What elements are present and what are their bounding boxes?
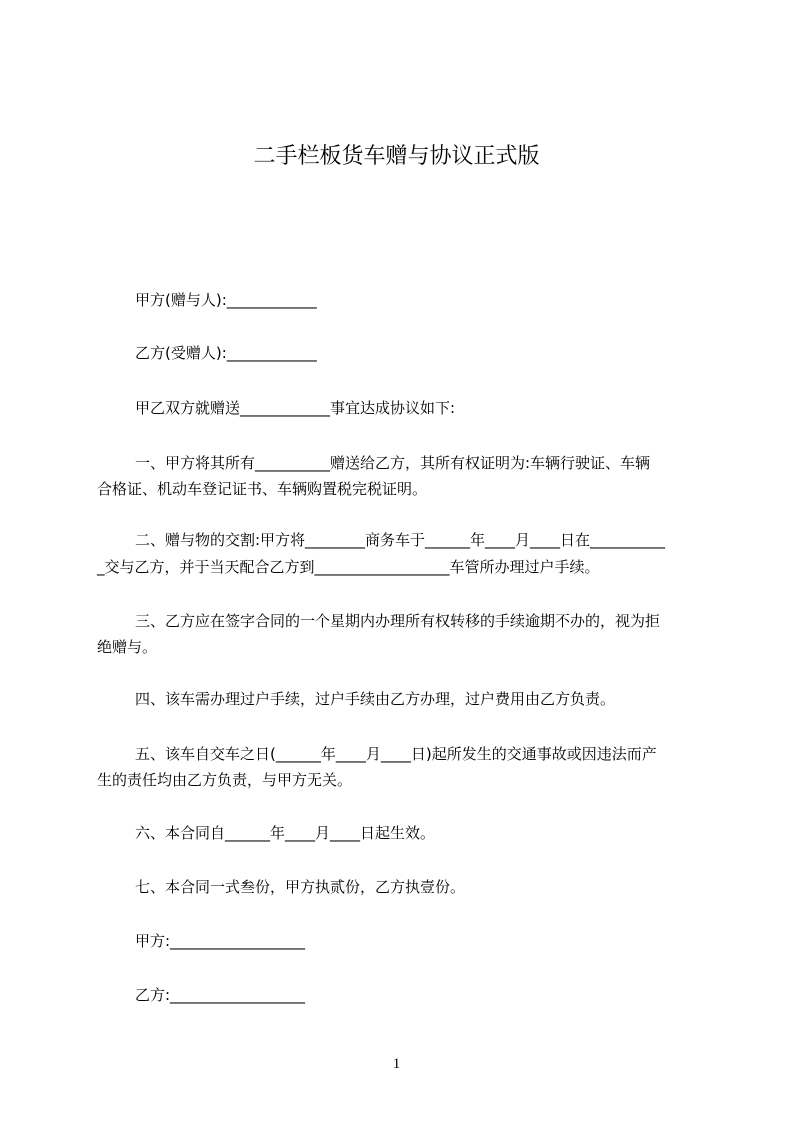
clause-3-line-1: 三、乙方应在签字合同的一个星期内办理所有权转移的手续逾期不办的，视为拒 — [135, 612, 661, 630]
clause-6-paragraph: 六、本合同自______年____月____日起生效。 — [135, 824, 436, 842]
clause-2-line-1: 二、赠与物的交割:甲方将________商务车于______年____月____日在__________ — [135, 531, 666, 549]
party-b-donee-line: 乙方(受赠人):____________ — [135, 344, 317, 362]
clause-5-line-1: 五、该车自交车之日(______年____月____日)起所发生的交通事故或因违法而产 — [135, 745, 657, 763]
clause-7-paragraph: 七、本合同一式叁份，甲方执贰份，乙方执壹份。 — [135, 878, 466, 896]
clause-4-paragraph: 四、该车需办理过户手续，过户手续由乙方办理，过户费用由乙方负责。 — [135, 690, 616, 708]
clause-5-line-2: 生的责任均由乙方负责，与甲方无关。 — [97, 771, 353, 789]
document-title: 二手栏板货车赠与协议正式版 — [253, 144, 540, 169]
intro-paragraph: 甲乙双方就赠送____________事宜达成协议如下: — [135, 399, 456, 417]
clause-2-line-2: _交与乙方，并于当天配合乙方到__________________车管所办理过户手续。 — [97, 558, 600, 576]
signature-party-b: 乙方:__________________ — [135, 986, 306, 1004]
clause-1-line-1: 一、甲方将其所有__________赠送给乙方，其所有权证明为:车辆行驶证、车辆 — [135, 454, 651, 472]
clause-1-line-2: 合格证、机动车登记证书、车辆购置税完税证明。 — [97, 480, 428, 498]
page-number: 1 — [392, 1056, 401, 1072]
party-a-donor-line: 甲方(赠与人):____________ — [135, 291, 317, 309]
signature-party-a: 甲方:__________________ — [135, 932, 306, 950]
clause-3-line-2: 绝赠与。 — [97, 638, 158, 656]
